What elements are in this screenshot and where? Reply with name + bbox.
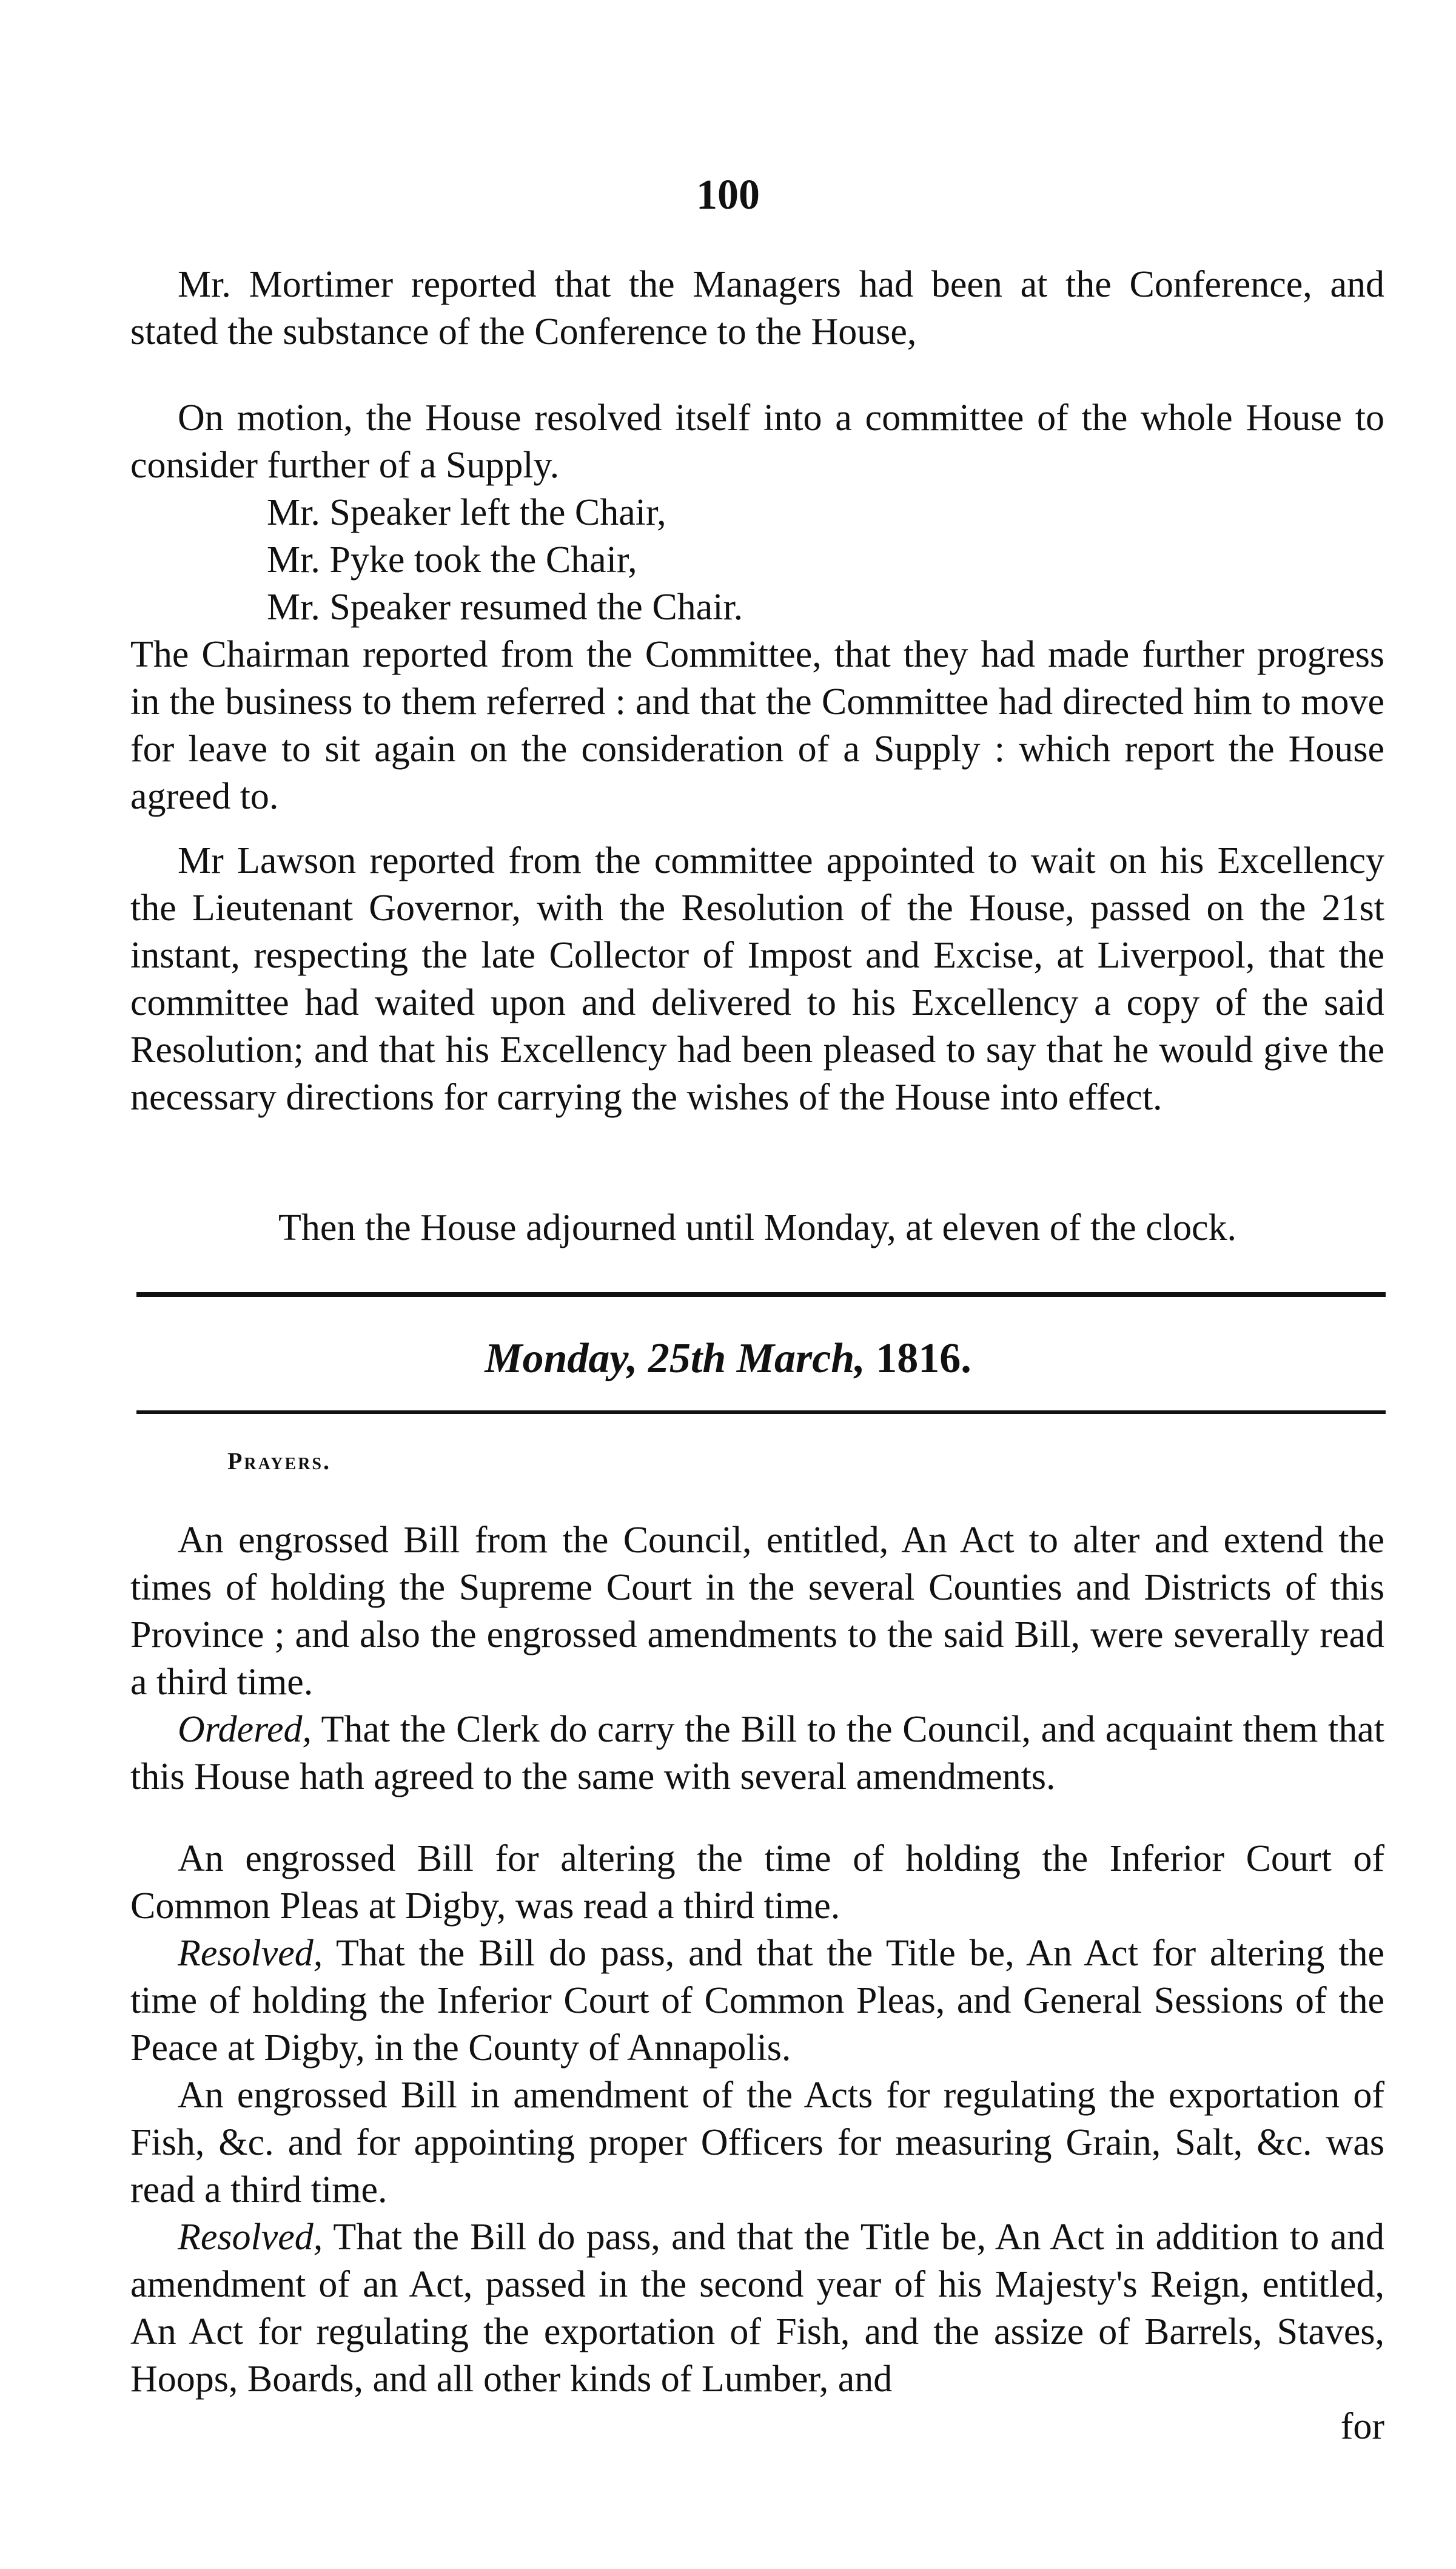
paragraph-committee-motion <box>130 394 1384 820</box>
chair-line: Mr. Speaker resumed the Chair. <box>267 587 743 628</box>
prayers-heading: Prayers. <box>227 1447 331 1475</box>
paragraph-ordered <box>130 1706 1384 1800</box>
divider-bottom <box>136 1410 1386 1414</box>
session-day: Monday, 25th March, <box>485 1335 865 1382</box>
paragraph-text: Mr Lawson reported from the committee appointed to wait on his Excellency the Lieutenant Governor, with the Resolution of the House, passed on the 21st instant, respecting the late Collector of Impost and Excise, at Liverpool, that the committee had waited upon and delivered to his Excellency a copy of the said Resolution; and that his Excellency had been pleased to say that he would give the necessary directions for carrying the wishes of the House into effect. <box>130 840 1384 1118</box>
paragraph-conference-report <box>130 261 1384 355</box>
section-council-bill <box>130 1517 1384 1800</box>
resolved-label: Resolved, <box>178 2217 323 2258</box>
paragraph-resolved <box>130 2214 1384 2403</box>
paragraph-text: Then the House adjourned until Monday, at eleven of the clock. <box>278 1207 1236 1248</box>
chair-line: Mr. Pyke took the Chair, <box>267 539 637 581</box>
paragraph-text: That the Bill do pass, and that the Title be, An Act in addition to and amendment of an Act, passed in the second year of his Majesty's Reign, entitled, An Act for regulating the exportation of Fish, and the assize of Barrels, Staves, Hoops, Boards, and all other kinds of Lumber, and <box>130 2217 1384 2400</box>
session-date-heading <box>0 1335 1456 1383</box>
divider-top <box>136 1292 1386 1297</box>
paragraph-text: Mr. Mortimer reported that the Managers had been at the Conference, and stated the substance of the Conference to the House, <box>130 264 1384 352</box>
paragraph-text: On motion, the House resolved itself into a committee of the whole House to consider further of a Supply. <box>130 397 1384 486</box>
paragraph-text: The Chairman reported from the Committee, that they had made further progress in the business to them referred : and that the Committee had directed him to move for leave to sit again on the consideration of a Supply : which report the House agreed to. <box>130 634 1384 817</box>
section-digby-bill <box>130 1835 1384 2450</box>
resolved-label: Resolved, <box>178 1933 323 1974</box>
ordered-label: Ordered, <box>178 1709 312 1750</box>
catchword: for <box>1340 2406 1384 2447</box>
session-year: 1816. <box>876 1335 971 1382</box>
paragraph-lawson-report <box>130 837 1384 1121</box>
paragraph-text: That the Clerk do carry the Bill to the Council, and acquaint them that this House hath agreed to the same with several amendments. <box>130 1709 1384 1797</box>
paragraph-text: An engrossed Bill in amendment of the Acts for regulating the exportation of Fish, &c. and for appointing proper Officers for measuring Grain, Salt, &c. was read a third time. <box>130 2075 1384 2210</box>
paragraph-adjournment <box>130 1204 1384 1251</box>
paragraph-text: That the Bill do pass, and that the Title be, An Act for altering the time of holding the Inferior Court of Common Pleas, and General Sessions of the Peace at Digby, in the County of Annapolis. <box>130 1933 1384 2069</box>
paragraph-text: An engrossed Bill from the Council, entitled, An Act to alter and extend the times of holding the Supreme Court in the several Counties and Districts of this Province ; and also the engrossed amendments to the said Bill, were severally read a third time. <box>130 1520 1384 1703</box>
page-number: 100 <box>696 172 760 218</box>
paragraph-resolved <box>130 1930 1384 2072</box>
chair-line: Mr. Speaker left the Chair, <box>267 492 666 533</box>
paragraph-text: An engrossed Bill for altering the time of holding the Inferior Court of Common Pleas at Digby, was read a third time. <box>130 1838 1384 1927</box>
